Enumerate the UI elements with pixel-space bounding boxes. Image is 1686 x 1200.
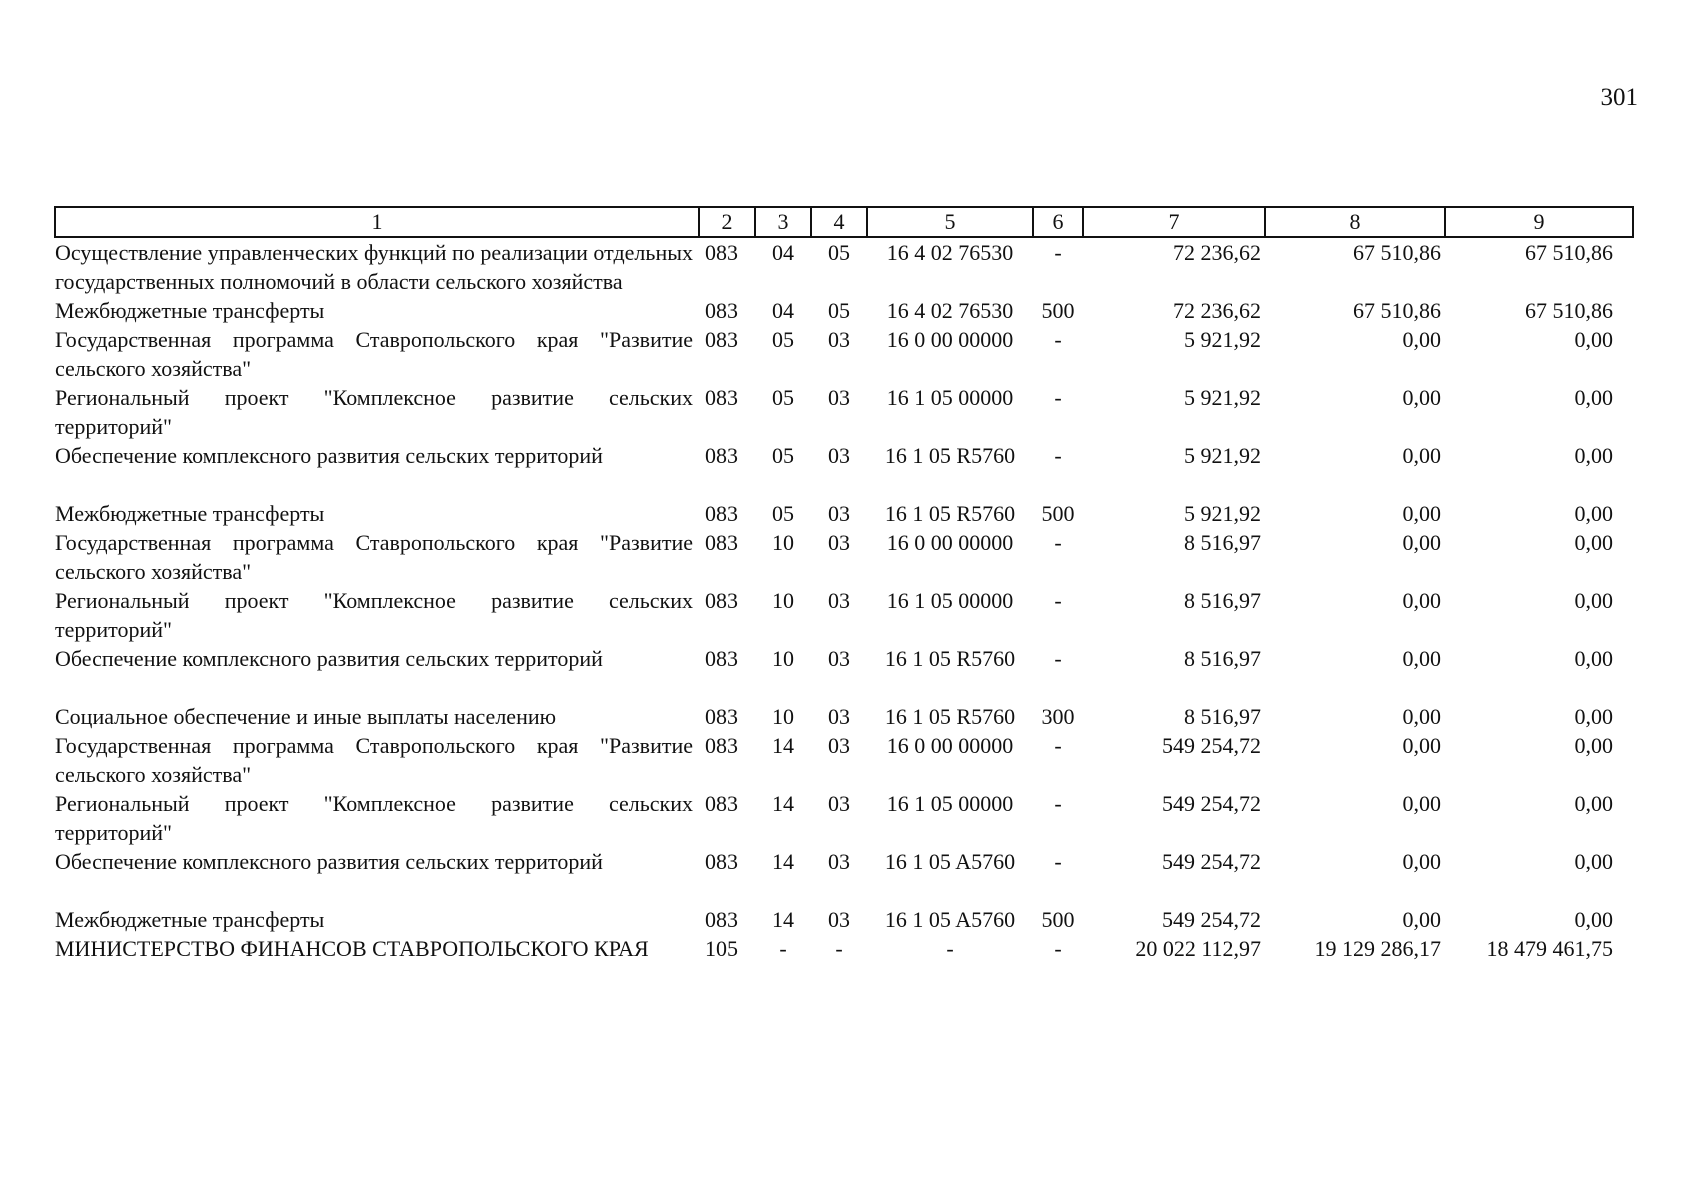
cell-amount-8: 0,00 [1402, 791, 1441, 816]
cell-subsection: - [835, 936, 843, 961]
cell-amount-7: 5 921,92 [1184, 327, 1261, 352]
table-row [55, 702, 1633, 731]
cell-subsection: 03 [828, 588, 850, 613]
cell-amount-8: 67 510,86 [1353, 298, 1441, 323]
table-row [55, 847, 1633, 905]
cell-grbs: 083 [705, 588, 738, 613]
cell-grbs: 083 [705, 385, 738, 410]
cell-amount-7: 8 516,97 [1184, 588, 1261, 613]
cell-amount-7: 549 254,72 [1162, 791, 1261, 816]
table-row [55, 383, 1633, 441]
cell-subsection: 03 [828, 907, 850, 932]
cell-section: 10 [772, 588, 794, 613]
cell-section: 04 [772, 298, 794, 323]
cell-amount-8: 0,00 [1402, 327, 1441, 352]
column-header: 8 [1265, 207, 1445, 237]
cell-section: 14 [772, 791, 794, 816]
row-name: Межбюджетные трансферты [55, 907, 325, 932]
row-name: Региональный проект "Комплексное развитие сельских территорий" [55, 385, 693, 439]
table-row [55, 499, 1633, 528]
table-row [55, 528, 1633, 586]
cell-section: - [779, 936, 787, 961]
cell-grbs: 083 [705, 646, 738, 671]
row-name: Государственная программа Ставропольского края "Развитие сельского хозяйства" [55, 530, 693, 584]
cell-section: 05 [772, 443, 794, 468]
cell-target-article: 16 4 02 76530 [886, 240, 1014, 265]
table-row [55, 644, 1633, 702]
cell-section: 10 [772, 646, 794, 671]
column-header: 5 [867, 207, 1033, 237]
cell-expense-type: - [1054, 733, 1062, 758]
cell-target-article: 16 1 05 R5760 [884, 646, 1016, 671]
cell-target-article: 16 1 05 R5760 [884, 704, 1016, 729]
cell-expense-type: - [1054, 240, 1062, 265]
cell-target-article: 16 0 00 00000 [886, 530, 1014, 555]
column-header: 3 [755, 207, 811, 237]
cell-section: 14 [772, 849, 794, 874]
cell-section: 14 [772, 907, 794, 932]
cell-expense-type: - [1054, 443, 1062, 468]
page-number: 301 [1600, 84, 1638, 111]
cell-grbs: 083 [705, 501, 738, 526]
cell-amount-7: 72 236,62 [1173, 298, 1261, 323]
row-name: Региональный проект "Комплексное развитие сельских территорий" [55, 588, 693, 642]
cell-amount-9: 0,00 [1574, 646, 1613, 671]
cell-amount-9: 0,00 [1574, 385, 1613, 410]
cell-expense-type: - [1054, 936, 1062, 961]
cell-target-article: 16 1 05 00000 [886, 588, 1014, 613]
cell-amount-8: 0,00 [1402, 588, 1441, 613]
row-name: Обеспечение комплексного развития сельских территорий [55, 849, 603, 874]
cell-amount-9: 0,00 [1574, 791, 1613, 816]
cell-subsection: 03 [828, 530, 850, 555]
cell-expense-type: - [1054, 646, 1062, 671]
cell-expense-type: 500 [1041, 298, 1075, 323]
table-row [55, 586, 1633, 644]
cell-amount-9: 0,00 [1574, 907, 1613, 932]
cell-amount-7: 5 921,92 [1184, 501, 1261, 526]
cell-grbs: 083 [705, 240, 738, 265]
cell-amount-9: 0,00 [1574, 443, 1613, 468]
row-name: Межбюджетные трансферты [55, 298, 325, 323]
column-header: 9 [1445, 207, 1633, 237]
cell-amount-7: 20 022 112,97 [1135, 936, 1261, 961]
cell-amount-7: 549 254,72 [1162, 849, 1261, 874]
cell-target-article: 16 1 05 R5760 [884, 501, 1016, 526]
cell-subsection: 03 [828, 849, 850, 874]
cell-subsection: 03 [828, 327, 850, 352]
cell-subsection: 05 [828, 298, 850, 323]
row-name: Обеспечение комплексного развития сельских территорий [55, 646, 603, 671]
cell-subsection: 05 [828, 240, 850, 265]
cell-amount-7: 549 254,72 [1162, 733, 1261, 758]
cell-target-article: 16 1 05 A5760 [884, 849, 1016, 874]
cell-section: 05 [772, 501, 794, 526]
cell-amount-8: 0,00 [1402, 530, 1441, 555]
row-name: МИНИСТЕРСТВО ФИНАНСОВ СТАВРОПОЛЬСКОГО КРАЯ [55, 936, 649, 961]
cell-amount-8: 0,00 [1402, 443, 1441, 468]
cell-target-article: 16 1 05 A5760 [884, 907, 1016, 932]
cell-grbs: 105 [705, 936, 738, 961]
cell-amount-7: 72 236,62 [1173, 240, 1261, 265]
cell-amount-9: 0,00 [1574, 327, 1613, 352]
cell-amount-8: 0,00 [1402, 907, 1441, 932]
cell-section: 04 [772, 240, 794, 265]
cell-expense-type: 500 [1041, 501, 1075, 526]
cell-grbs: 083 [705, 443, 738, 468]
cell-expense-type: - [1054, 385, 1062, 410]
column-header: 6 [1033, 207, 1083, 237]
cell-amount-9: 0,00 [1574, 588, 1613, 613]
cell-subsection: 03 [828, 501, 850, 526]
cell-grbs: 083 [705, 907, 738, 932]
table-row [55, 237, 1633, 296]
cell-grbs: 083 [705, 704, 738, 729]
cell-subsection: 03 [828, 704, 850, 729]
cell-subsection: 03 [828, 646, 850, 671]
table-row [55, 789, 1633, 847]
cell-amount-7: 5 921,92 [1184, 385, 1261, 410]
cell-target-article: 16 0 00 00000 [886, 733, 1014, 758]
cell-amount-8: 0,00 [1402, 849, 1441, 874]
cell-expense-type: - [1054, 530, 1062, 555]
row-name: Региональный проект "Комплексное развитие сельских территорий" [55, 791, 693, 845]
cell-grbs: 083 [705, 327, 738, 352]
row-name: Социальное обеспечение и иные выплаты населению [55, 704, 557, 729]
cell-target-article: 16 4 02 76530 [886, 298, 1014, 323]
cell-subsection: 03 [828, 791, 850, 816]
column-header: 7 [1083, 207, 1265, 237]
cell-subsection: 03 [828, 443, 850, 468]
cell-grbs: 083 [705, 298, 738, 323]
cell-amount-8: 67 510,86 [1353, 240, 1441, 265]
cell-amount-9: 0,00 [1574, 849, 1613, 874]
row-name: Государственная программа Ставропольского края "Развитие сельского хозяйства" [55, 733, 693, 787]
cell-grbs: 083 [705, 791, 738, 816]
budget-table [54, 206, 1634, 963]
cell-target-article: 16 0 00 00000 [886, 327, 1014, 352]
cell-amount-9: 67 510,86 [1525, 298, 1613, 323]
cell-amount-8: 0,00 [1402, 385, 1441, 410]
cell-amount-7: 5 921,92 [1184, 443, 1261, 468]
table-header-row [55, 207, 1633, 237]
cell-amount-7: 8 516,97 [1184, 646, 1261, 671]
cell-target-article: - [946, 936, 954, 961]
cell-target-article: 16 1 05 00000 [886, 385, 1014, 410]
cell-amount-9: 0,00 [1574, 704, 1613, 729]
cell-section: 05 [772, 385, 794, 410]
cell-amount-7: 8 516,97 [1184, 530, 1261, 555]
cell-target-article: 16 1 05 R5760 [884, 443, 1016, 468]
cell-amount-8: 0,00 [1402, 704, 1441, 729]
cell-amount-8: 0,00 [1402, 733, 1441, 758]
cell-grbs: 083 [705, 849, 738, 874]
table-row [55, 325, 1633, 383]
cell-amount-8: 0,00 [1402, 646, 1441, 671]
table-row [55, 934, 1633, 963]
cell-amount-9: 0,00 [1574, 530, 1613, 555]
cell-expense-type: - [1054, 849, 1062, 874]
cell-section: 10 [772, 530, 794, 555]
cell-expense-type: - [1054, 791, 1062, 816]
cell-section: 14 [772, 733, 794, 758]
cell-amount-8: 0,00 [1402, 501, 1441, 526]
cell-amount-9: 18 479 461,75 [1486, 936, 1613, 961]
table-row [55, 731, 1633, 789]
cell-amount-9: 0,00 [1574, 733, 1613, 758]
cell-expense-type: 300 [1041, 704, 1075, 729]
table-row [55, 296, 1633, 325]
cell-amount-9: 67 510,86 [1525, 240, 1613, 265]
cell-amount-7: 8 516,97 [1184, 704, 1261, 729]
cell-target-article: 16 1 05 00000 [886, 791, 1014, 816]
cell-amount-8: 19 129 286,17 [1314, 936, 1441, 961]
cell-expense-type: - [1054, 588, 1062, 613]
table-row [55, 441, 1633, 499]
row-name: Государственная программа Ставропольского края "Развитие сельского хозяйства" [55, 327, 693, 381]
column-header: 1 [55, 207, 699, 237]
cell-section: 10 [772, 704, 794, 729]
column-header: 4 [811, 207, 867, 237]
cell-section: 05 [772, 327, 794, 352]
table-row [55, 905, 1633, 934]
row-name: Осуществление управленческих функций по реализации отдельных государственных полномочий в области сельского хозяйства [55, 240, 693, 294]
column-header: 2 [699, 207, 755, 237]
cell-grbs: 083 [705, 733, 738, 758]
cell-subsection: 03 [828, 385, 850, 410]
row-name: Обеспечение комплексного развития сельских территорий [55, 443, 603, 468]
cell-amount-7: 549 254,72 [1162, 907, 1261, 932]
cell-subsection: 03 [828, 733, 850, 758]
row-name: Межбюджетные трансферты [55, 501, 325, 526]
cell-grbs: 083 [705, 530, 738, 555]
cell-expense-type: 500 [1041, 907, 1075, 932]
cell-amount-9: 0,00 [1574, 501, 1613, 526]
cell-expense-type: - [1054, 327, 1062, 352]
